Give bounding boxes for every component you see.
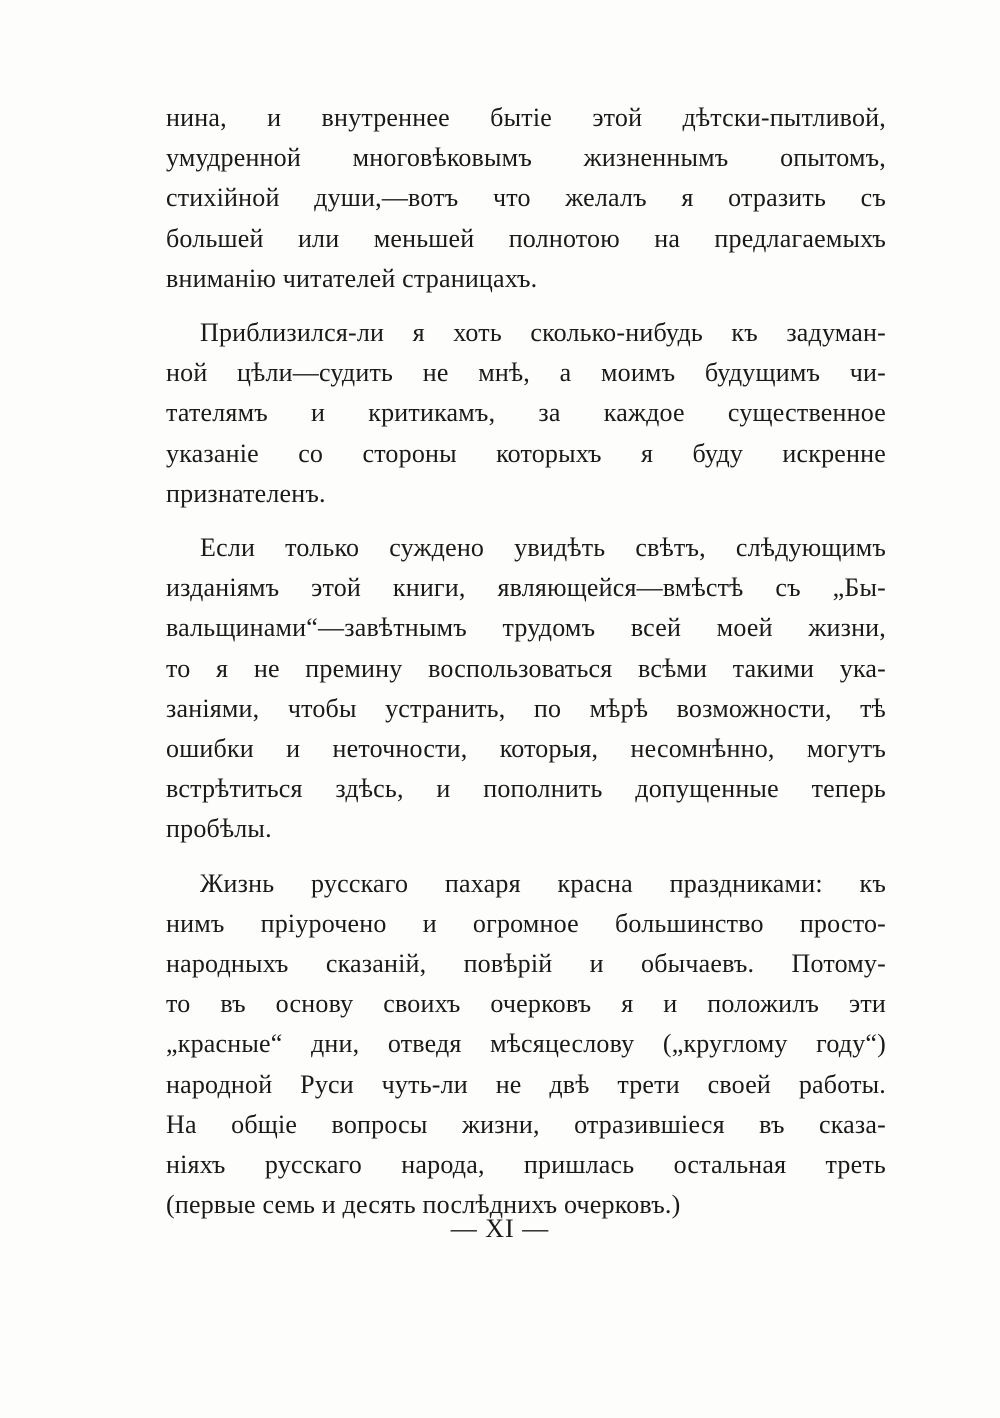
paragraph-4: [166, 864, 886, 1226]
paragraph-3: [166, 528, 886, 850]
paragraph-2: [166, 313, 886, 514]
text-line: то въ основу своихъ очерковъ я и положилъ эти: [166, 989, 886, 1019]
text-line: Жизнь русскаго пахаря красна праздниками: къ: [200, 868, 886, 898]
text-line: (первые семь и десять послѣднихъ очерковъ.): [166, 1190, 681, 1220]
text-line: встрѣтиться здѣсь, и пополнить допущенные теперь: [166, 774, 886, 804]
text-line: признателенъ.: [166, 478, 326, 508]
text-line: пробѣлы.: [166, 814, 272, 844]
text-line: вниманію читателей страницахъ.: [166, 263, 538, 293]
text-line: большей или меньшей полнотою на предлагаемыхъ: [166, 223, 886, 253]
text-line: нимъ пріурочено и огромное большинство просто-: [166, 908, 886, 938]
text-line: умудренной многовѣковымъ жизненнымъ опытомъ,: [166, 143, 886, 173]
text-line: стихійной души,—вотъ что желалъ я отразить съ: [166, 183, 886, 213]
text-line: ошибки и неточности, которыя, несомнѣнно, могутъ: [166, 734, 886, 764]
text-line: На общіе вопросы жизни, отразившіеся въ сказа-: [166, 1109, 886, 1139]
text-line: изданіямъ этой книги, являющейся—вмѣстѣ съ „Бы-: [166, 573, 886, 603]
text-line: вальщинами“—завѣтнымъ трудомъ всей моей жизни,: [166, 613, 886, 643]
text-line: Приблизился-ли я хоть сколько-нибудь къ задуман-: [200, 318, 886, 348]
body-text: [166, 98, 886, 1239]
text-line: указаніе со стороны которыхъ я буду искренне: [166, 438, 886, 468]
paragraph-1: [166, 98, 886, 299]
text-line: народныхъ сказаній, повѣрій и обычаевъ. Потому-: [166, 949, 886, 979]
text-line: Если только суждено увидѣть свѣтъ, слѣдующимъ: [200, 533, 886, 563]
text-line: заніями, чтобы устранить, по мѣрѣ возможности, тѣ: [166, 693, 886, 723]
text-line: ніяхъ русскаго народа, пришлась остальная треть: [166, 1150, 886, 1180]
text-line: ной цѣли—судить не мнѣ, а моимъ будущимъ чи-: [166, 358, 886, 388]
text-line: тателямъ и критикамъ, за каждое существенное: [166, 398, 886, 428]
text-line: то я не премину воспользоваться всѣми такими ука-: [166, 653, 886, 683]
text-line: народной Руси чуть-ли не двѣ трети своей работы.: [166, 1069, 886, 1099]
text-line: „красные“ дни, отведя мѣсяцеслову („круглому году“): [166, 1029, 886, 1059]
text-line: нина, и внутреннее бытіе этой дѣтски-пытливой,: [166, 103, 886, 132]
page-number: — XI —: [450, 1214, 550, 1243]
